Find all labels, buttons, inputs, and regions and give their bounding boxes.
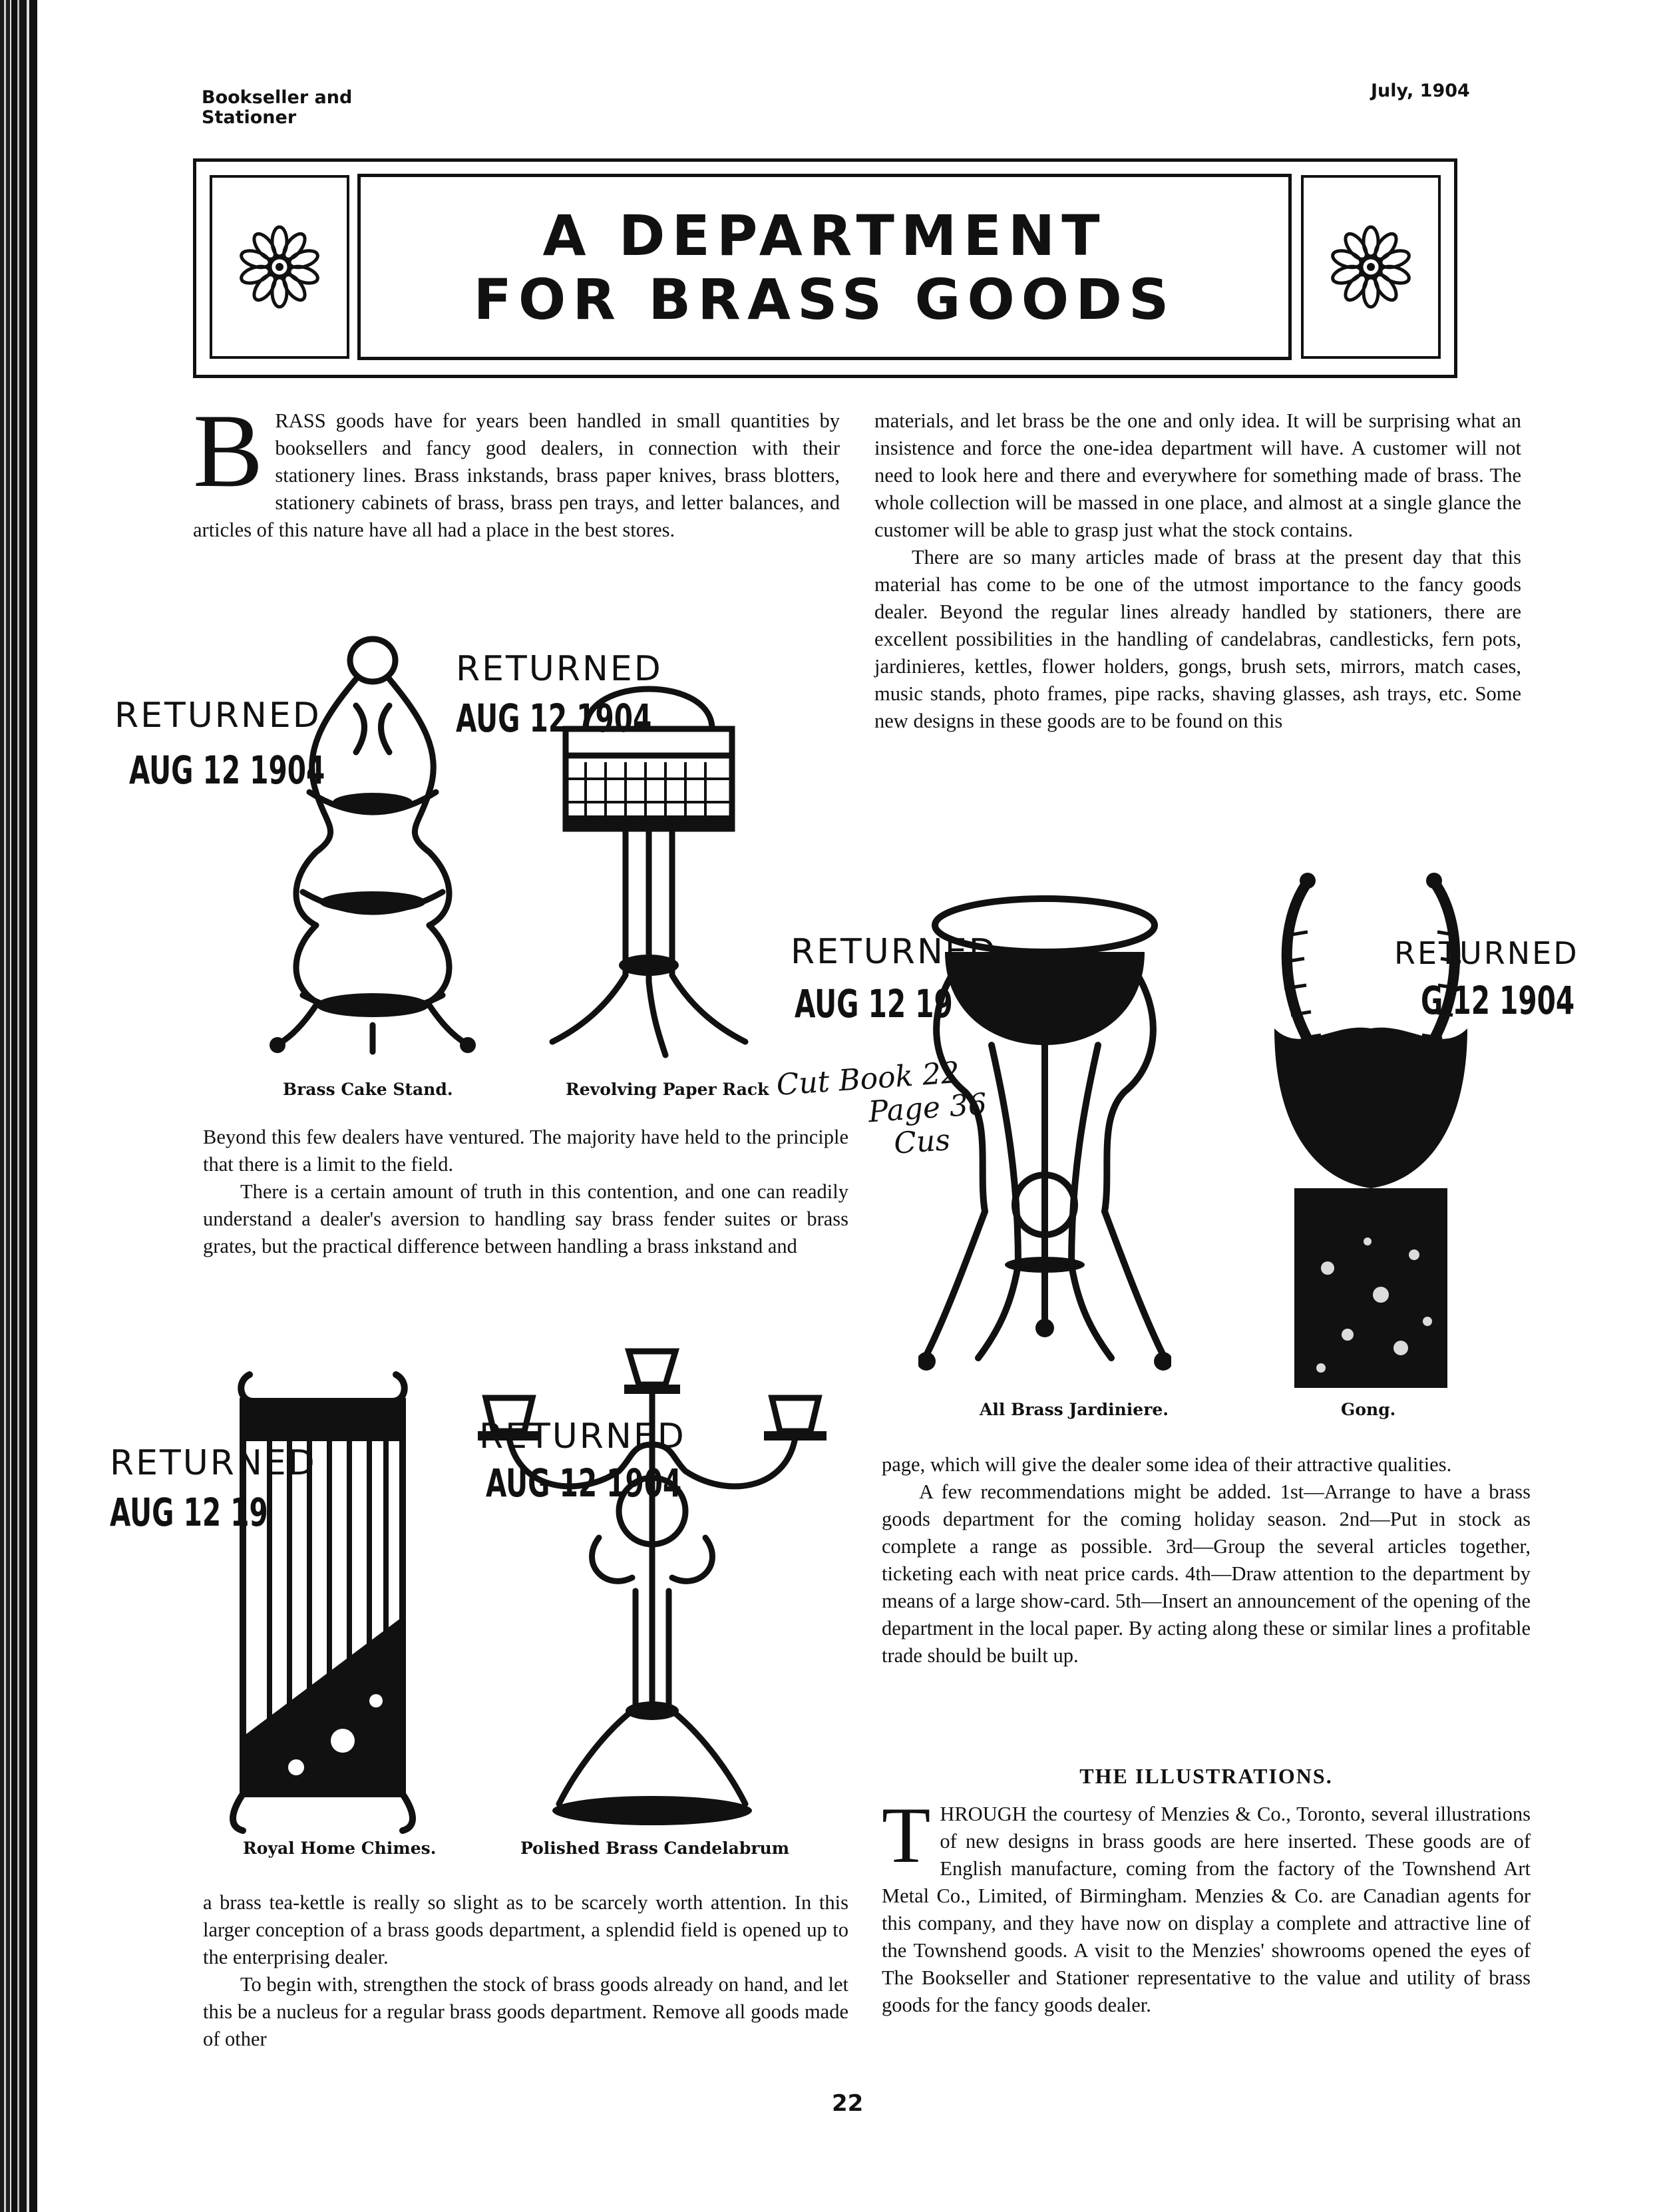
- running-header-publication: Bookseller and Stationer: [202, 87, 353, 128]
- left-column-bottom: [203, 1889, 848, 2053]
- paragraph: There is a certain amount of truth in this contention, and one can readily understand a dealer's aversion to handling say brass fender suites or brass grates, but the practical difference between handling a brass inkstand and: [203, 1180, 848, 1257]
- returned-stamp: RETURNED AUG 12 1904: [114, 696, 325, 793]
- ornament-panel-left: [210, 175, 349, 359]
- paragraph: A few recommendations might be added. 1st—Arrange to have a brass goods department for the coming holiday season. 2nd—Put in stock as complete a range as possible. 3rd—Group the several articles together, ticketing each with neat price cards. 4th—Draw attention to the department by means of a large show-card. 5th—Insert an announcement of the opening of the department in the local paper. By acting along these or similar lines a profitable trade should be built up.: [882, 1480, 1531, 1667]
- caption-chimes: Royal Home Chimes.: [243, 1839, 437, 1858]
- caption-jardiniere: All Brass Jardiniere.: [980, 1400, 1169, 1419]
- illustrations-paragraph: THROUGH the courtesy of Menzies & Co., Toronto, several illustrations of new designs in brass goods are here inserted. These goods are of English manufacture, coming from the factory of the Townshend Art Metal Co., Limited, of Birmingham. Menzies & Co. are Canadian agents for this company, and they have now on display a complete and attractive line of the Townshend goods. A visit to the Menzies' showrooms opened the eyes of The Bookseller and Stationer representative to the value and utility of brass goods for the fancy goods dealer.: [882, 1791, 1531, 2016]
- drop-cap: B: [193, 393, 264, 509]
- returned-stamp: RETURNED G 12 1904: [1394, 935, 1579, 1023]
- page-title-line-1: A DEPARTMENT: [542, 203, 1107, 268]
- handwritten-note: Cut Book 22 Page 36 Cus: [775, 1055, 988, 1161]
- illustration-candelabrum: [466, 1338, 838, 1831]
- returned-stamp: RETURNED AUG 12 19: [110, 1443, 317, 1535]
- right-column-top: [874, 407, 1521, 735]
- returned-stamp: RETURNED AUG 12 19: [791, 932, 998, 1026]
- ornament-panel-right: [1301, 175, 1441, 359]
- drop-cap: T: [882, 1791, 931, 1879]
- caption-cake-stand: Brass Cake Stand.: [283, 1080, 453, 1099]
- paragraph: page, which will give the dealer some idea of their attractive qualities.: [882, 1453, 1452, 1476]
- caption-candelabrum: Polished Brass Candelabrum: [520, 1839, 790, 1858]
- paragraph: There are so many articles made of brass at the present day that this material has come to be one of the utmost importance to the fancy goods dealer. Beyond the regular lines already handled by stationers, there are excellent possibilities in the handling of candelabras, candlesticks, fern pots, jardinieres, kettles, flower holders, gongs, brush sets, mirrors, match cases, music stands, photo frames, pipe racks, shaving glasses, ash trays, etc. Some new designs in these goods are to be found on this: [874, 546, 1521, 732]
- left-column-middle: [203, 1124, 848, 1260]
- title-box: [357, 174, 1292, 360]
- paragraph: a brass tea-kettle is really so slight as to be scarcely worth attention. In this larger conception of a brass goods department, a splendid field is opened up to the enterprising dealer.: [203, 1891, 848, 1968]
- flower-ornament-icon: [236, 224, 323, 310]
- paragraph: Beyond this few dealers have ventured. The majority have held to the principle that there is a limit to the field.: [203, 1126, 848, 1176]
- title-banner: [193, 158, 1457, 378]
- caption-gong: Gong.: [1341, 1400, 1396, 1419]
- paragraph: materials, and let brass be the one and only idea. It will be surprising what an insistence and force the one-idea department will have. A customer will not need to look here and there and everywhere for something made of brass. The whole collection will be massed in one place, and almost at a single glance the customer will be able to grasp just what the stock contains.: [874, 409, 1521, 541]
- illustration-chimes: [223, 1355, 423, 1834]
- returned-stamp: RETURNED AUG 12 1904: [456, 649, 663, 741]
- intro-paragraph: BRASS goods have for years been handled in small quantities by booksellers and fancy good dealers, in connection with their stationery lines. Brass inkstands, brass paper knives, brass blotters, stationery cabinets of brass, brass pen trays, and letter balances, and articles of this nature have all had a place in the best stores.: [193, 393, 840, 541]
- paragraph: To begin with, strengthen the stock of brass goods already on hand, and let this be a nucleus for a regular brass goods department. Remove all goods made of other: [203, 1973, 848, 2050]
- section-heading-illustrations: THE ILLUSTRATIONS.: [1079, 1764, 1333, 1788]
- returned-stamp: RETURNED AUG 12 1904: [479, 1417, 686, 1506]
- page-title-line-2: FOR BRASS GOODS: [473, 267, 1176, 332]
- running-header-date: July, 1904: [1371, 81, 1470, 101]
- page-number: 22: [832, 2090, 864, 2117]
- caption-paper-rack: Revolving Paper Rack: [566, 1080, 769, 1099]
- right-column-middle: [882, 1451, 1531, 1669]
- book-spine-edge: [0, 0, 43, 2212]
- flower-ornament-icon: [1328, 224, 1414, 310]
